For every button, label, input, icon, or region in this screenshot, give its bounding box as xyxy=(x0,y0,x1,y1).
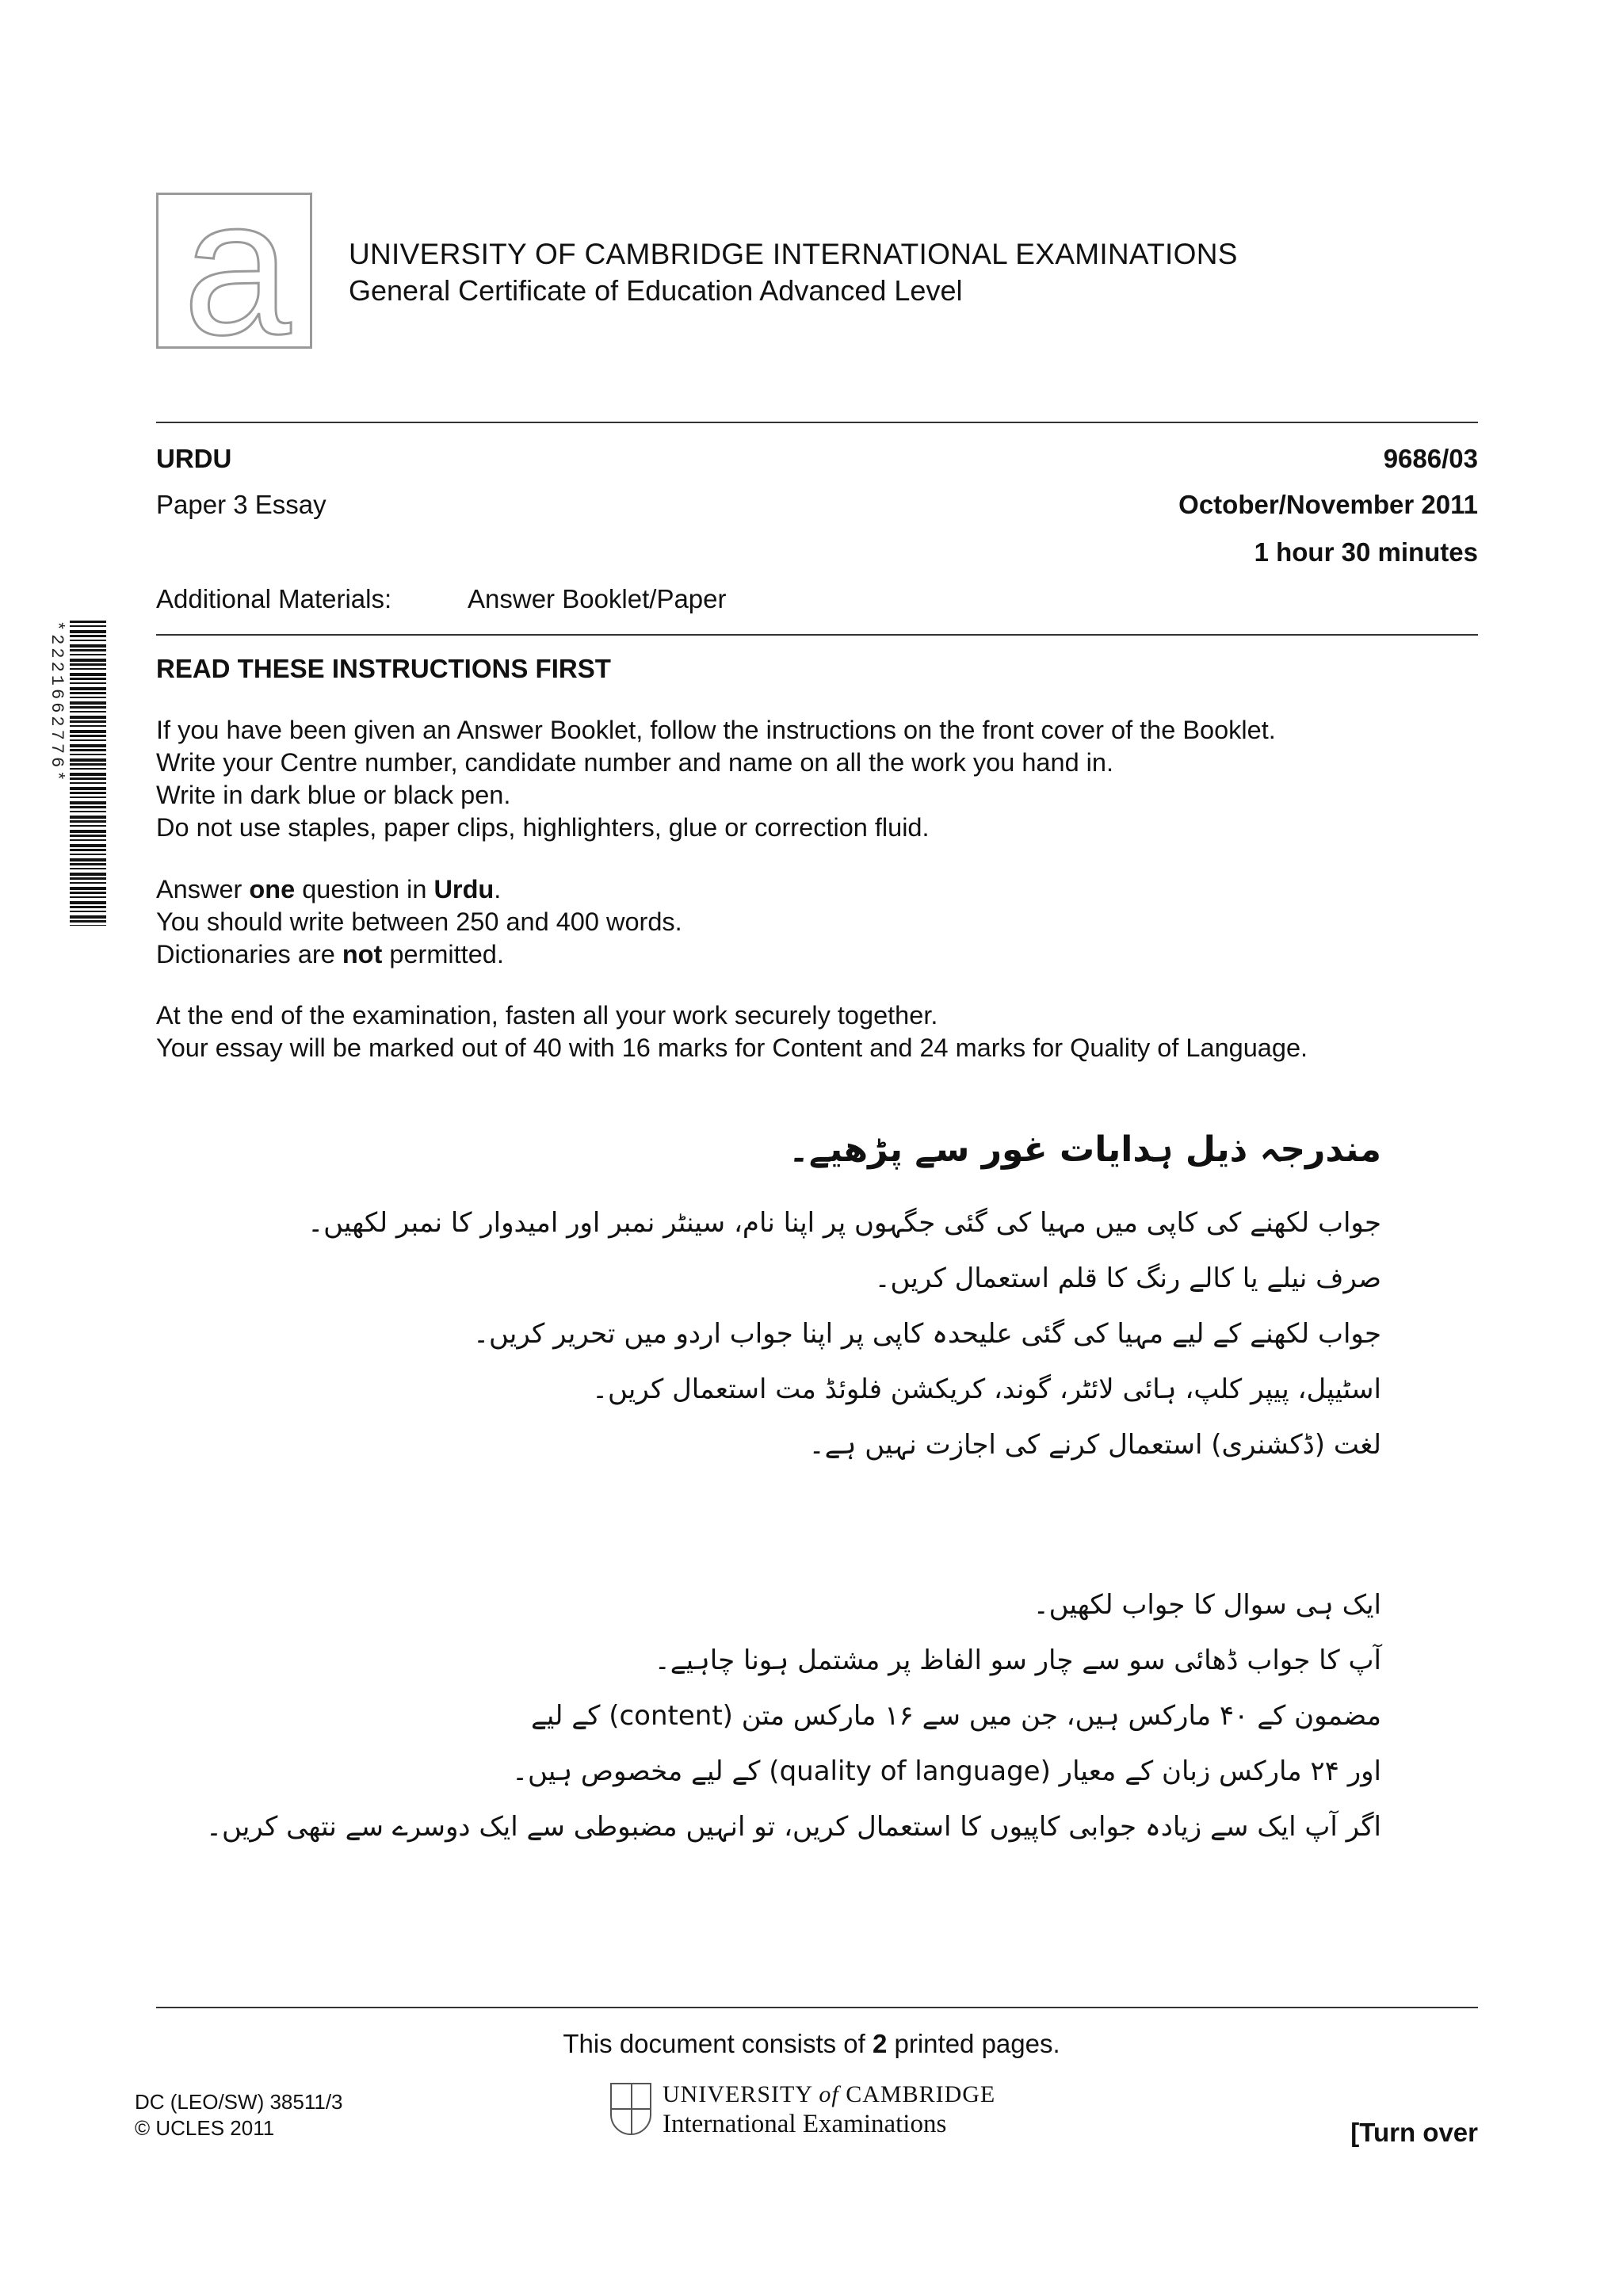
materials-value: Answer Booklet/Paper xyxy=(468,584,727,613)
urdu-heading: مندرجہ ذیل ہدایات غور سے پڑھیے۔ xyxy=(789,1129,1381,1170)
cambridge-logo-line-1: UNIVERSITY of CAMBRIDGE xyxy=(663,2081,996,2107)
urdu-block-2 xyxy=(206,1577,1381,1855)
subject: URDU xyxy=(156,444,232,473)
instruction-line: Do not use staples, paper clips, highlighters, glue or correction fluid. xyxy=(156,813,930,842)
paper-title: Paper 3 Essay xyxy=(156,490,327,519)
instruction-line: You should write between 250 and 400 words. xyxy=(156,907,682,936)
instruction-line: Dictionaries are not permitted. xyxy=(156,940,504,968)
copyright: © UCLES 2011 xyxy=(135,2116,275,2140)
reference-code: DC (LEO/SW) 38511/3 xyxy=(135,2090,343,2114)
turn-over: [Turn over xyxy=(1350,2118,1478,2147)
exam-session: October/November 2011 xyxy=(1178,490,1478,519)
barcode-digits: *2221662776* xyxy=(47,621,67,785)
urdu-line: آپ کا جواب ڈھائی سو سے چار سو الفاظ پر مشتمل ہونا چاہیے۔ xyxy=(654,1645,1381,1676)
urdu-line: مضمون کے ۴۰ مارکس ہیں، جن میں سے ۱۶ مارکس متن (content) کے لیے xyxy=(530,1700,1381,1732)
footer-rule xyxy=(156,2007,1478,2008)
page-count-note: This document consists of 2 printed pages. xyxy=(563,2029,1060,2058)
urdu-line: اور ۲۴ مارکس زبان کے معیار (quality of language) کے لیے مخصوص ہیں۔ xyxy=(512,1755,1381,1787)
qualification-name: General Certificate of Education Advanced Level xyxy=(349,274,963,307)
urdu-line: صرف نیلے یا کالے رنگ کا قلم استعمال کریں۔ xyxy=(874,1263,1381,1294)
instruction-line: Your essay will be marked out of 40 with 16 marks for Content and 24 marks for Quality of Language. xyxy=(156,1033,1308,1062)
institution-name: UNIVERSITY OF CAMBRIDGE INTERNATIONAL EXAMINATIONS xyxy=(349,238,1238,270)
instruction-line: Write in dark blue or black pen. xyxy=(156,781,511,809)
barcode xyxy=(70,621,106,926)
instructions-heading: READ THESE INSTRUCTIONS FIRST xyxy=(156,654,611,683)
urdu-line: ایک ہی سوال کا جواب لکھیں۔ xyxy=(1033,1589,1381,1621)
instruction-line: If you have been given an Answer Booklet, follow the instructions on the front cover of the Booklet. xyxy=(156,716,1276,744)
instructions-block-1 xyxy=(156,714,1276,844)
cambridge-crest-icon xyxy=(610,2083,651,2135)
urdu-line: اگر آپ ایک سے زیادہ جوابی کاپیوں کا استعمال کریں، تو انہیں مضبوطی سے ایک دوسرے سے نتھی کریں۔ xyxy=(206,1811,1381,1843)
materials-label: Additional Materials: xyxy=(156,584,392,613)
urdu-block-1 xyxy=(307,1195,1381,1473)
instruction-line: Write your Centre number, candidate number and name on all the work you hand in. xyxy=(156,748,1114,777)
instructions-block-2 xyxy=(156,873,682,971)
instructions-block-3 xyxy=(156,999,1308,1064)
document-reference xyxy=(135,2089,343,2141)
instruction-line: Answer one question in Urdu. xyxy=(156,875,502,904)
cie-logo-letter: a xyxy=(182,158,292,375)
instruction-line: At the end of the examination, fasten all your work securely together. xyxy=(156,1001,938,1030)
urdu-line: جواب لکھنے کی کاپی میں مہیا کی گئی جگہوں پر اپنا نام، سینٹر نمبر اور امیدوار کا نمبر لکھیں۔ xyxy=(307,1207,1381,1239)
urdu-line: لغت (ڈکشنری) استعمال کرنے کی اجازت نہیں ہے۔ xyxy=(808,1429,1381,1461)
header-rule xyxy=(156,422,1478,423)
instructions-rule xyxy=(156,634,1478,636)
syllabus-code: 9686/03 xyxy=(1383,444,1478,473)
cambridge-logo-line-2: International Examinations xyxy=(663,2110,947,2138)
urdu-line: جواب لکھنے کے لیے مہیا کی گئی علیحدہ کاپی پر اپنا جواب اردو میں تحریر کریں۔ xyxy=(473,1318,1381,1350)
exam-duration: 1 hour 30 minutes xyxy=(1254,537,1478,567)
urdu-line: اسٹیپل، پیپر کلپ، ہائی لائٹر، گوند، کریکشن فلوئڈ مت استعمال کریں۔ xyxy=(592,1373,1381,1405)
